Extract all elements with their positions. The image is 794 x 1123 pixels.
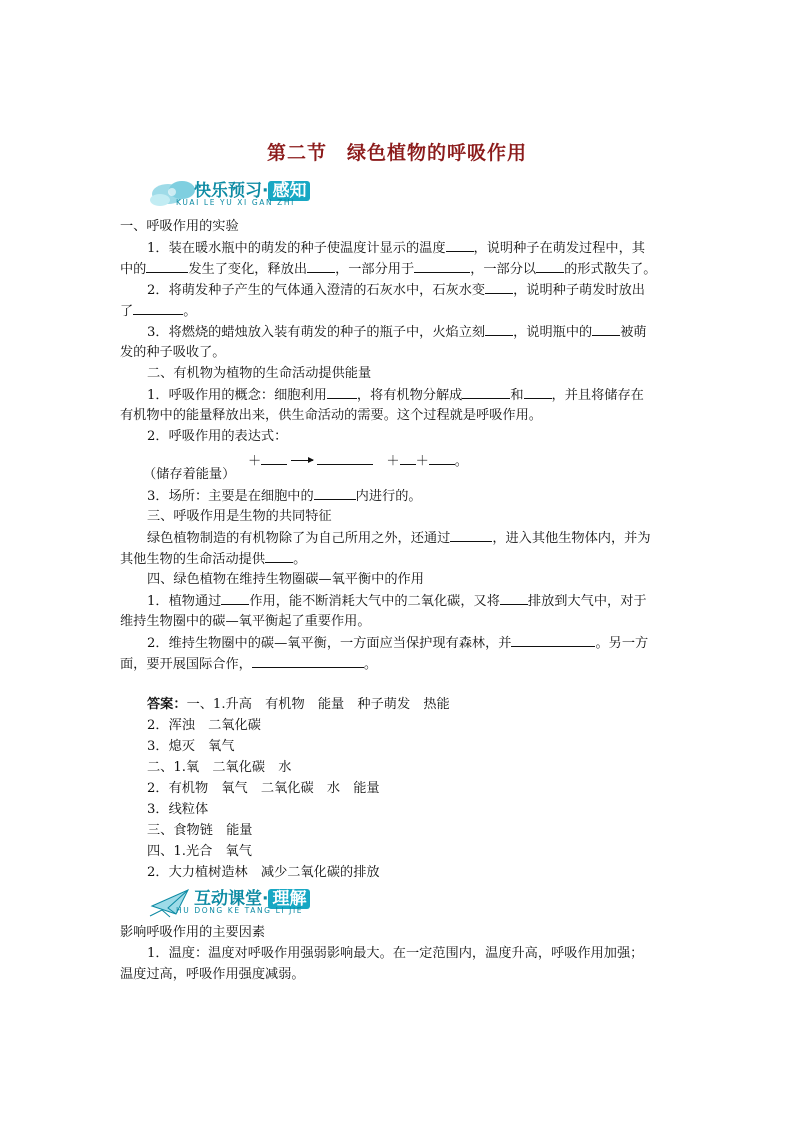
paragraph-line: 2．将萌发种子产生的气体通入澄清的石灰水中，石灰水变 ，说明种子萌发时放出 (147, 279, 707, 301)
paragraph-line: 维持生物圈中的碳—氧平衡起了重要作用。 (120, 614, 371, 629)
paragraph-line: 绿色植物制造的有机物除了为自己所用之外，还通过 ，进入其他生物体内，并为 (147, 527, 707, 549)
paragraph-line: 中的 发生了变化，释放出 ，一部分用于 ，一部分以 的形式散失了。 (120, 258, 680, 280)
respiration-formula: ＋ ＋ ＋ 。 (248, 450, 488, 472)
banner-pinyin: HU DONG KE TANG LI JIE (176, 906, 304, 915)
paragraph-line: 2．呼吸作用的表达式： (147, 429, 288, 444)
paragraph-line: 1．装在暖水瓶中的萌发的种子使温度计显示的温度 ，说明种子在萌发过程中，其 (147, 237, 707, 259)
answer-line: 3．熄灭 氧气 (147, 739, 235, 754)
paragraph-line: 1．呼吸作用的概念：细胞利用 ，将有机物分解成 和 ，并且将储存在 (147, 384, 707, 406)
answer-line: 四、1.光合 氧气 (147, 844, 252, 859)
answer-line: 答案：一、1.升高 有机物 能量 种子萌发 热能 (147, 697, 450, 712)
paragraph-line: 发的种子吸收了。 (120, 345, 226, 360)
paragraph-line: 3．将燃烧的蜡烛放入装有萌发的种子的瓶子中，火焰立刻 ，说明瓶中的 被萌 (147, 321, 707, 343)
answer-line: 2．大力植树造林 减少二氧化碳的排放 (147, 865, 380, 880)
paragraph-line: 面，要开展国际合作， 。 (120, 653, 680, 675)
paragraph-line: 了 。 (120, 300, 680, 322)
heading-4: 四、绿色植物在维持生物圈碳—氧平衡中的作用 (147, 572, 424, 587)
banner-pinyin: KUAI LE YU XI GAN ZHI (176, 198, 295, 207)
paragraph-line: 1．植物通过 作用，能不断消耗大气中的二氧化碳，又将 排放到大气中，对于 (147, 590, 707, 612)
paragraph-line: 有机物中的能量释放出来，供生命活动的需要。这个过程就是呼吸作用。 (120, 408, 542, 423)
paragraph-line: 其他生物的生命活动提供 。 (120, 548, 680, 570)
banner-title: 快乐预习· 感知 (194, 176, 310, 201)
heading-1: 一、呼吸作用的实验 (120, 219, 239, 234)
answer-line: 2．浑浊 二氧化碳 (147, 718, 261, 733)
paragraph-line: 3．场所：主要是在细胞中的 内进行的。 (147, 485, 707, 507)
answer-line: 3．线粒体 (147, 802, 209, 817)
heading-3: 三、呼吸作用是生物的共同特征 (147, 509, 332, 524)
heading-2: 二、有机物为植物的生命活动提供能量 (147, 366, 372, 381)
answer-label: 答案： (147, 697, 187, 712)
paragraph-line: 温度过高，呼吸作用强度减弱。 (120, 967, 305, 982)
preview-banner (148, 176, 338, 212)
heading-5: 影响呼吸作用的主要因素 (120, 925, 266, 940)
answer-line: 二、1.氧 二氧化碳 水 (147, 760, 292, 775)
formula-note: （储存着能量） (143, 467, 236, 482)
answer-line: 2．有机物 氧气 二氧化碳 水 能量 (147, 781, 380, 796)
answer-line: 三、食物链 能量 (147, 823, 253, 838)
paragraph-line: 2．维持生物圈中的碳—氧平衡，一方面应当保护现有森林，并 。另一方 (147, 632, 707, 654)
banner-title: 互动课堂· 理解 (194, 884, 310, 909)
arrow-icon (291, 460, 313, 461)
paragraph-line: 1．温度：温度对呼吸作用强弱影响最大。在一定范围内，温度升高，呼吸作用加强； (147, 946, 644, 961)
classroom-banner (148, 884, 338, 920)
section-title: 第二节 绿色植物的呼吸作用 (266, 142, 527, 164)
